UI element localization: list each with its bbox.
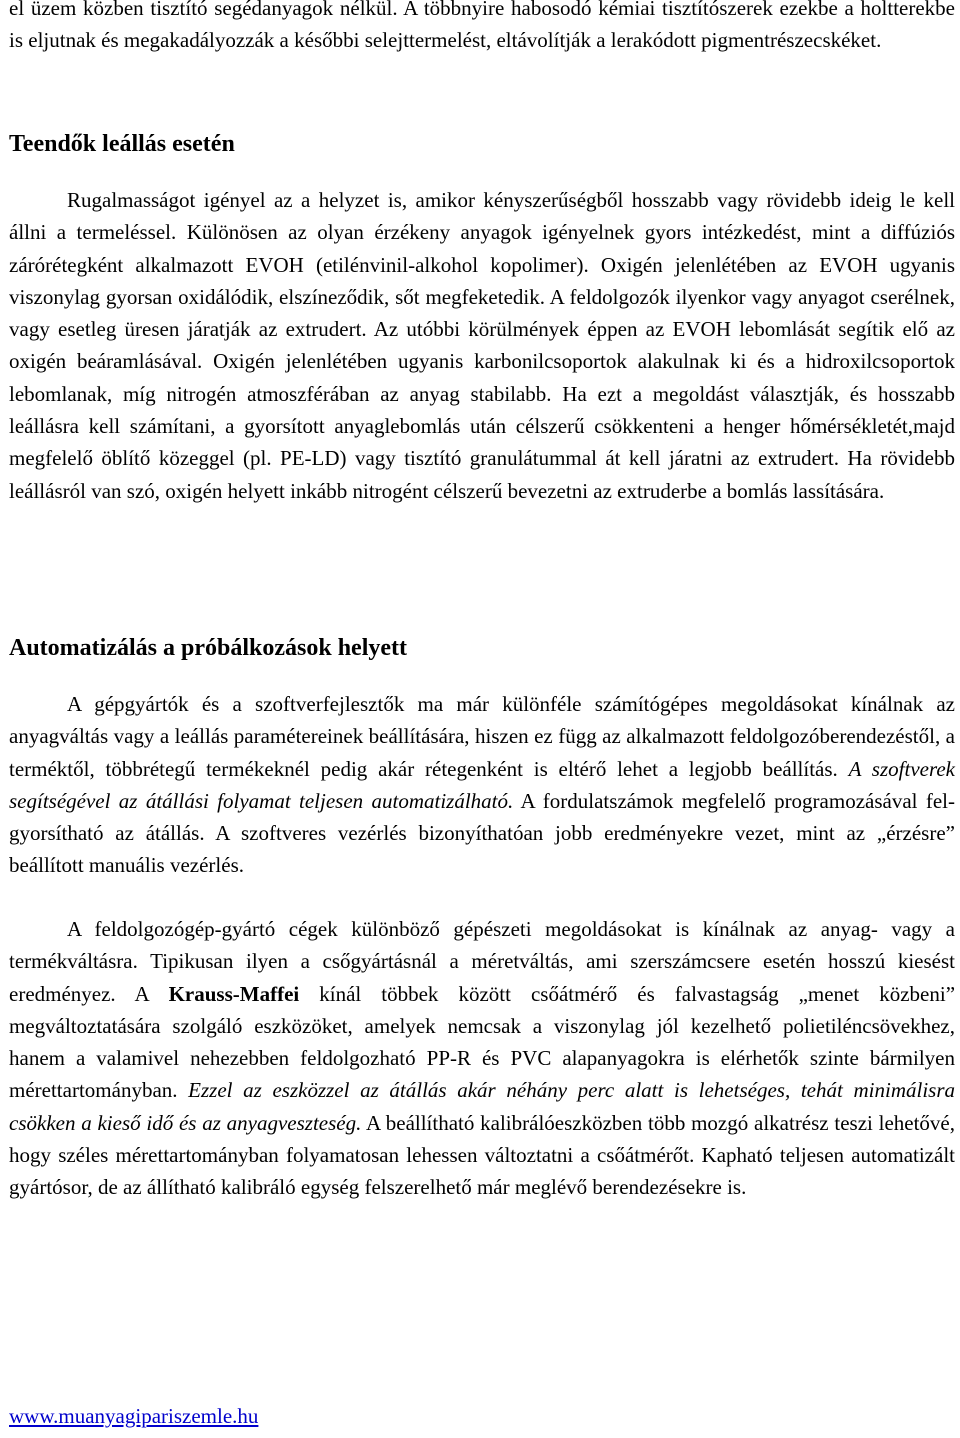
automation-paragraph-2 xyxy=(9,913,955,1204)
automation-p1-emphasis: A szoftverek segítségével az átállási folyamat teljesen automatizálható. xyxy=(9,756,955,813)
automation-p1-text: A gépgyártók és a szoftverfejlesztők ma már különféle számítógépes megoldásokat kínálnak az anyagváltás vagy a leállás paramétereinek beállítására, hiszen ez függ az alkalmazott feldolgozóberendezéstől, a terméktől, többrétegű termékeknél pedig akár rétegenként is eltérő lehet a legjobb beállítás. xyxy=(9,692,955,781)
section-heading-shutdown: Teendők leállás esetén xyxy=(9,131,235,157)
section-heading-automation: Automatizálás a próbálkozások helyett xyxy=(9,635,407,661)
intro-paragraph: el üzem közben tisztító segédanyagok nélkül. A többnyire habosodó kémiai tisztítószerek ezekbe a holtterekbe is eljutnak és megakadályozzák a későbbi selejttermelést, eltávolítják a lerakódott pigmentrészecskéket. xyxy=(9,0,955,53)
automation-p1-tail: A fordulatszámok megfelelő programozásával felgyorsítható az átállás. A szoftveres vezérlés bizonyíthatóan jobb eredményekre vezet, mint az „érzésre” beállított manuális vezérlés. xyxy=(9,788,955,878)
automation-p2-text: A feldolgozógép-gyártó cégek különböző gépészeti megoldásokat is kínálnak az anyag- vagy a termékváltásra. Tipikusan ilyen a csőgyártásnál a méretváltás, ami szerszámcsere esetén hosszú kiesést eredményez. A xyxy=(9,917,955,1006)
footer-website-link[interactable]: www.muanyagipariszemle.hu xyxy=(9,1404,259,1428)
automation-p2-emphasis: Ezzel az eszközzel az átállás akár néhány perc alatt is lehetséges, tehát minimálisra csökken a kieső idő és az anyagveszteség. xyxy=(9,1078,955,1135)
shutdown-paragraph: Rugalmasságot igényel az a helyzet is, amikor kényszerűségből hosszabb vagy rövidebb ideig le kell állni a termeléssel. Különösen az olyan érzékeny anyagok igényelnek gyors intézkedést, mint a diffúziós zárórétegként alkalmazott EVOH (etilénvinil-alkohol kopolimer). Oxigén jelenlétében az EVOH ugyanis viszonylag gyorsan oxidálódik, elszíneződik, sőt megfeketedik. A feldolgozók ilyenkor vagy anyagot cserélnek, vagy esetleg üresen járatják az extrudert. Az utóbbi körülmények éppen az EVOH lebomlását segítik elő az oxigén beáramlásával. Oxigén jelenlétében ugyanis karbonilcsoportok alakulnak ki és a hidroxilcsoportok lebomlanak, míg nitrogén atmoszférában az anyag stabilabb. Ha ezt a megoldást választják, és hosszabb leállásra kell számítani, a gyorsított anyaglebomlás után célszerű csökkenteni a henger hőmérsékletét,majd megfelelő öblítő közeggel (pl. PE-LD) vagy tisztító granulátummal át kell járatni az extrudert. Ha rövidebb leállásról van szó, oxigén helyett inkább nitrogént célszerű bevezetni az extruderbe a bomlás lassítására. xyxy=(9,188,955,503)
automation-paragraph-1 xyxy=(9,688,955,882)
company-name: Krauss-Maffei xyxy=(168,981,300,1006)
automation-p2-mid: kínál többek között csőátmérő és falvastagság „menet közbeni” megváltoztatására szolgáló eszközöket, amelyek nemcsak a viszonylag jól kezelhető polietiléncsövekhez, hanem a valamivel nehezebben feldolgozható PP-R és PVC alapanyagokra is elérhetők szinte bármilyen mérettartományban. xyxy=(9,981,956,1103)
automation-p2-tail: A beállítható kalibrálóeszközben több mozgó alkatrész teszi lehetővé, hogy széles mérettartományban folyamatosan lehessen változtatni a csőátmérőt. Kapható teljesen automatizált gyártósor, de az állítható kalibráló egység felszerelhető már meglévő berendezésekre is. xyxy=(9,1110,956,1200)
